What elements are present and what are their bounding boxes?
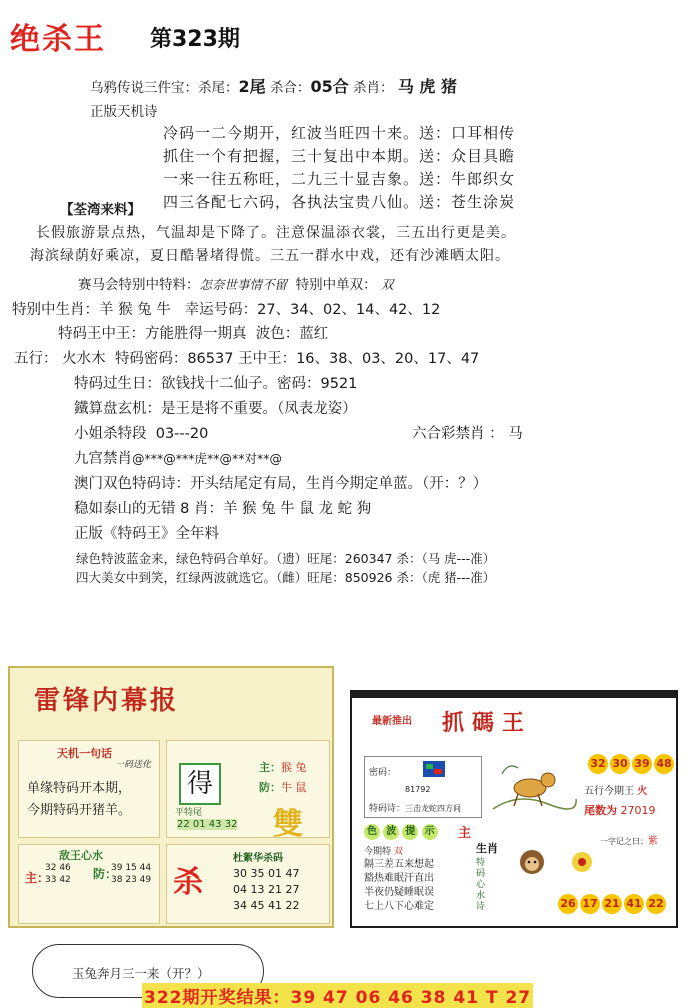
- number-ball: 22: [646, 894, 666, 914]
- tema-value: 三击龙蛇四方间: [405, 804, 462, 813]
- zhu-label: 主：: [259, 761, 281, 774]
- side-label: 特码心水诗: [476, 858, 486, 912]
- shelf-box: [166, 844, 330, 924]
- elements-label: 五行：: [14, 351, 58, 367]
- poster-top-bar: [352, 692, 676, 698]
- mima-line: [369, 765, 396, 778]
- code-value: 86537: [187, 351, 234, 367]
- fang-value: 牛 鼠: [281, 781, 307, 794]
- nine-palace-value: @***@***虎**@**对**@: [132, 451, 283, 466]
- number-ball: 48: [654, 754, 674, 774]
- shelf-row: 34 45 41 22: [233, 899, 300, 912]
- king-of-kings-value: 16、38、03、20、17、47: [296, 351, 480, 367]
- number-ball: 26: [558, 894, 578, 914]
- tiger-illustration: [488, 754, 578, 820]
- tema-label: 特码诗：: [369, 804, 406, 814]
- flower-illustration: [562, 842, 602, 882]
- kill-zodiac: 马 虎 猪: [397, 77, 457, 96]
- de-char: 得: [179, 763, 221, 805]
- fang-label: 防：: [259, 781, 281, 794]
- zhu2-num: 33 42: [45, 875, 71, 885]
- taishan-label: 稳如泰山的无错 8 肖：: [74, 501, 223, 517]
- five-label: 五行今期王: [584, 786, 634, 797]
- number-ball: 17: [580, 894, 600, 914]
- horse-meeting-value: 怎奈世事情不留: [199, 277, 288, 292]
- five-value: 火: [637, 786, 648, 797]
- tianji-line: 单缘特码开本期，: [27, 781, 132, 796]
- logo-icon: [423, 761, 445, 777]
- shelf-row: 30 35 01 47: [233, 867, 300, 880]
- heart-label: 敌王心水: [59, 849, 103, 862]
- miss-line: [74, 422, 208, 443]
- ban-line: [412, 422, 523, 443]
- brand-title: 绝杀王: [10, 22, 106, 57]
- crow-line: [90, 74, 457, 97]
- tag: 色: [364, 824, 380, 840]
- wave-label: 波色：: [255, 326, 300, 342]
- ban-value: ： 马: [489, 426, 523, 442]
- tag: 示: [422, 824, 438, 840]
- small-line: 绿色特波蓝金来，绿色特码合单好。（遗）旺尾：260347 杀：（马 虎---准）: [76, 551, 496, 566]
- sha-char: 杀: [173, 865, 203, 900]
- promo-label: 最新推出: [372, 716, 412, 727]
- number-ball: 41: [624, 894, 644, 914]
- horse-meeting-label: 赛马会特别中特料：: [78, 277, 200, 293]
- king-value: 方能胜得一期真: [145, 326, 247, 342]
- pic-poem-line: 半夜仍疑睡眠误: [364, 887, 434, 898]
- king-label: 特码王中王：: [58, 326, 145, 342]
- birthday-line: 特码过生日：欲钱找十二仙子。密码：9521: [74, 376, 358, 392]
- five-line: [584, 782, 647, 797]
- tag: 提: [402, 824, 418, 840]
- number-ball: 32: [588, 754, 608, 774]
- tianji-sub: 一码送化: [115, 760, 152, 770]
- zhu-line: [259, 759, 307, 775]
- special-zodiac-label: 特别中生肖：: [12, 302, 99, 318]
- code-box: [364, 756, 482, 818]
- quanwan-line: 长假旅游景点热，气温却是下降了。注意保温添衣裳，三五出行更是美。: [36, 225, 516, 241]
- previous-result: 322期开奖结果：39 47 06 46 38 41 T 27: [142, 983, 533, 1008]
- shengxiao-label: 生肖: [476, 842, 498, 855]
- horse-meeting-line: [78, 273, 393, 293]
- number-ball: 30: [610, 754, 630, 774]
- mima-value: 81792: [405, 785, 431, 794]
- tail-value: 27019: [620, 804, 656, 817]
- tianji-label: 天机一句话: [57, 747, 112, 760]
- shelf-label: 杜絮华杀码: [233, 853, 283, 864]
- single-double-value: 双: [380, 277, 394, 292]
- king-of-kings-label: 王中王：: [238, 351, 297, 367]
- ban-label: 六合彩禁肖: [412, 426, 485, 442]
- kill-combo: 05合: [310, 77, 349, 96]
- zhu-char: 主: [458, 826, 472, 841]
- number-ball: 39: [632, 754, 652, 774]
- fang2-num: 38 23 49: [111, 875, 152, 885]
- combo-label: 杀合：: [269, 80, 311, 96]
- nine-palace-label: 九宫禁肖: [74, 451, 132, 467]
- zhu2-label: 主：: [25, 871, 50, 885]
- elements-line: [14, 347, 479, 368]
- special-zodiac-line: [12, 298, 440, 319]
- miss-value: 03---20: [155, 426, 209, 442]
- ping-label: 平特尾: [175, 808, 203, 818]
- left-poster: [8, 666, 334, 928]
- todays-label: 今期特: [364, 847, 392, 857]
- pic-poem: [364, 858, 434, 914]
- todays-value: 双: [393, 847, 403, 857]
- crow-label: 乌鸦传说三件宝：杀尾：: [90, 80, 239, 96]
- quanwan-label: 【荃湾来料】: [60, 202, 141, 218]
- poem-line: 抓住一个有把握，三十复出中本期。送：众目具瞻: [163, 147, 516, 165]
- todays-line: [364, 844, 403, 857]
- annual-line: 正版《特码王》全年料: [74, 526, 219, 542]
- tail-line: [584, 802, 656, 818]
- poem-line: 一来一往五称旺，二九三十显吉象。送：牛郎织女: [163, 170, 516, 188]
- tema-line: [369, 801, 461, 814]
- taishan-line: [74, 497, 371, 518]
- poem-line: 四三各配七六码，各执法宝贵八仙。送：苍生涂炭: [163, 193, 516, 211]
- poem-small-label: 一字记之曰：: [600, 837, 648, 846]
- abacus-line: 鐵算盘玄机：是王是将不重要。（凤表龙姿）: [74, 401, 357, 417]
- pic-poem-line: 隔三差五来想起: [364, 859, 434, 870]
- lucky-value: 27、34、02、14、42、12: [257, 302, 441, 318]
- zhu-value: 猴 兔: [281, 761, 307, 774]
- right-poster: [350, 690, 678, 928]
- tail-label: 尾数为: [584, 804, 617, 817]
- tianji-line: 今期特码开猪羊。: [27, 803, 132, 818]
- macau-line: 澳门双色特码诗：开头结尾定有局，生肖今期定单蓝。（开：？）: [74, 476, 488, 492]
- issue-number: 第323期: [150, 27, 240, 52]
- pic-poem-line: 七上八下心难定: [364, 901, 434, 912]
- monkey-illustration: [502, 842, 562, 882]
- shuang-char: 雙: [273, 807, 303, 842]
- quanwan-line: 海滨绿荫好乘凉，夏日酷暑堵得慌。三五一群水中戏，还有沙滩晒太阳。: [30, 248, 510, 264]
- poem-small: [600, 832, 658, 847]
- de-box: [166, 740, 330, 842]
- number-ball: 21: [602, 894, 622, 914]
- single-double-label: 特别中单双：: [295, 277, 377, 293]
- miss-label: 小姐杀特段: [74, 426, 147, 442]
- king-line: [58, 322, 328, 343]
- left-poster-title: 雷锋内幕报: [34, 686, 180, 716]
- special-zodiac-value: 羊 猴 兔 牛: [99, 302, 171, 318]
- tianji-box: [18, 740, 160, 838]
- heart-box: [18, 844, 160, 924]
- poem-title: 正版天机诗: [90, 104, 158, 120]
- right-poster-title: 抓碼王: [442, 710, 533, 736]
- zodiac-label: 杀肖：: [353, 80, 394, 96]
- code-label: 特码密码：: [114, 351, 188, 367]
- kill-tail: 2尾: [238, 77, 266, 96]
- wave-value: 蓝红: [299, 326, 329, 342]
- small-line: 四大美女中到笑，红绿两波就选它。（雌）旺尾：850926 杀：（虎 猪---准）: [76, 570, 496, 585]
- zhu2-num: 32 46: [45, 863, 71, 873]
- poem-line: 冷码一二今期开，红波当旺四十来。送：口耳相传: [163, 124, 516, 142]
- ping-nums: 22 01 43 32: [177, 819, 238, 830]
- shelf-row: 04 13 21 27: [233, 883, 300, 896]
- mima-label: 密码：: [369, 768, 397, 778]
- taishan-value: 羊 猴 兔 牛 鼠 龙 蛇 狗: [222, 501, 372, 517]
- cloud-text: 玉兔奔月三一来（开？）: [72, 966, 210, 981]
- elements-value: 火水木: [62, 351, 106, 367]
- fang2-label: 防：: [93, 867, 118, 881]
- tag: 波: [383, 824, 399, 840]
- poem-word: 紫: [648, 836, 658, 847]
- fang2-num: 39 15 44: [111, 863, 152, 873]
- pic-poem-line: 豁热难眠汗直出: [364, 873, 434, 884]
- color-tags: [364, 824, 438, 840]
- fang-line: [259, 779, 307, 795]
- lucky-label: 幸运号码：: [184, 302, 258, 318]
- nine-palace-line: [74, 447, 282, 468]
